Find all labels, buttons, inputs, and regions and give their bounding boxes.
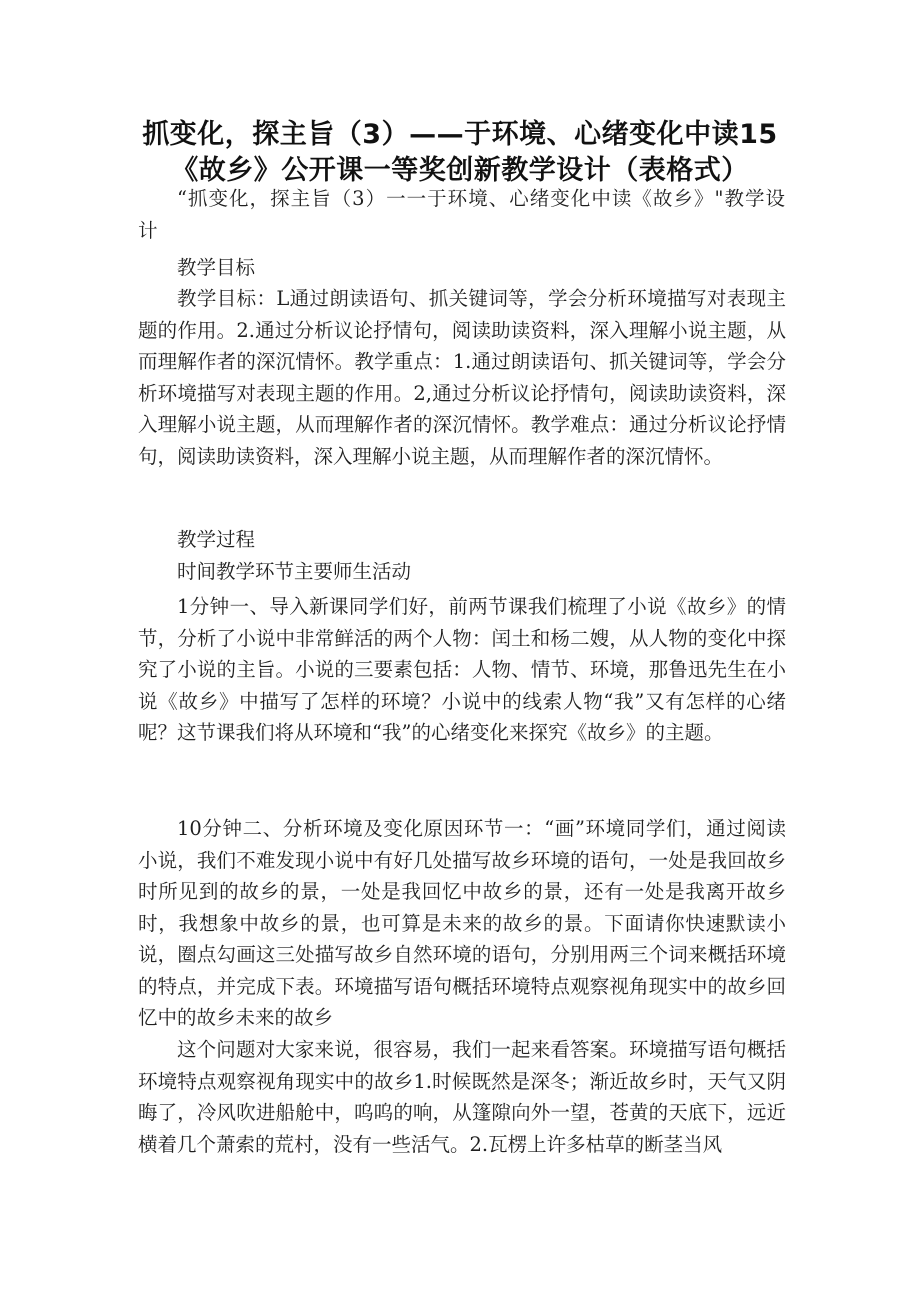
subtitle-text: “抓变化，探主旨（3）一一于环境、心绪变化中读《故乡》"教学设计 (138, 187, 786, 242)
paragraph-text: 1分钟一、导入新课同学们好，前两节课我们梳理了小说《故乡》的情节，分析了小说中非常鲜活的两个人物：闰土和杨二嫂，从人物的变化中探究了小说的主旨。小说的三要素包括：人物、情节、环境，那鲁迅先生在小说《故乡》中描写了怎样的环境？小说中的线索人物“我”又有怎样的心绪呢？这节课我们将从环境和“我”的心绪变化来探究《故乡》的主题。 (138, 595, 786, 744)
table-header-text: 时间教学环节主要师生活动 (177, 560, 412, 583)
paragraph-text: 这个问题对大家来说，很容易，我们一起来看答案。环境描写语句概括环境特点观察视角现实中的故乡1.时候既然是深冬；渐近故乡时，天气又阴晦了，冷风吹进船舱中，呜呜的响，从篷隙向外一望，苍黄的天底下，远近横着几个萧索的荒村，没有一些活气。2.瓦楞上许多枯草的断茎当风 (138, 1038, 786, 1156)
paragraph-text: 10分钟二、分析环境及变化原因环节一：“画”环境同学们，通过阅读小说，我们不难发现小说中有好几处描写故乡环境的语句，一处是我回故乡时所见到的故乡的景，一处是我回忆中故乡的景，还有一处是我离开故乡时，我想象中故乡的景，也可算是未来的故乡的景。下面请你快速默读小说，圈点勾画这三处描写故乡自然环境的语句，分别用两三个词来概括环境的特点，并完成下表。环境描写语句概括环境特点观察视角现实中的故乡回忆中的故乡未来的故乡 (138, 817, 786, 1029)
section-heading-text: 教学过程 (177, 528, 256, 551)
section-heading-objectives (138, 252, 786, 284)
document-title-line-2: 《故乡》公开课一等奖创新教学设计（表格式） (171, 155, 749, 186)
body-paragraph-2 (138, 813, 786, 1034)
paragraph-text: 教学目标：L通过朗读语句、抓关键词等，学会分析环境描写对表现主题的作用。2.通过分析议论抒情句，阅读助读资料，深入理解小说主题，从而理解作者的深沉情怀。教学重点：1.通过朗读语句、抓关键词等，学会分析环境描写对表现主题的作用。2,通过分析议论抒情句，阅读助读资料，深入理解小说主题，从而理解作者的深沉情怀。教学难点：通过分析议论抒情句，阅读助读资料，深入理解小说主题，从而理解作者的深沉情怀。 (138, 287, 786, 468)
objectives-paragraph (138, 283, 786, 472)
section-heading-text: 教学目标 (177, 256, 256, 279)
section-heading-process (138, 524, 786, 556)
body-paragraph-1 (138, 591, 786, 749)
table-header-line (138, 556, 786, 588)
body-paragraph-3 (138, 1034, 786, 1160)
document-subtitle (138, 183, 786, 246)
document-title-line-1: 抓变化，探主旨（3）——于环境、心绪变化中读15 (142, 119, 778, 150)
